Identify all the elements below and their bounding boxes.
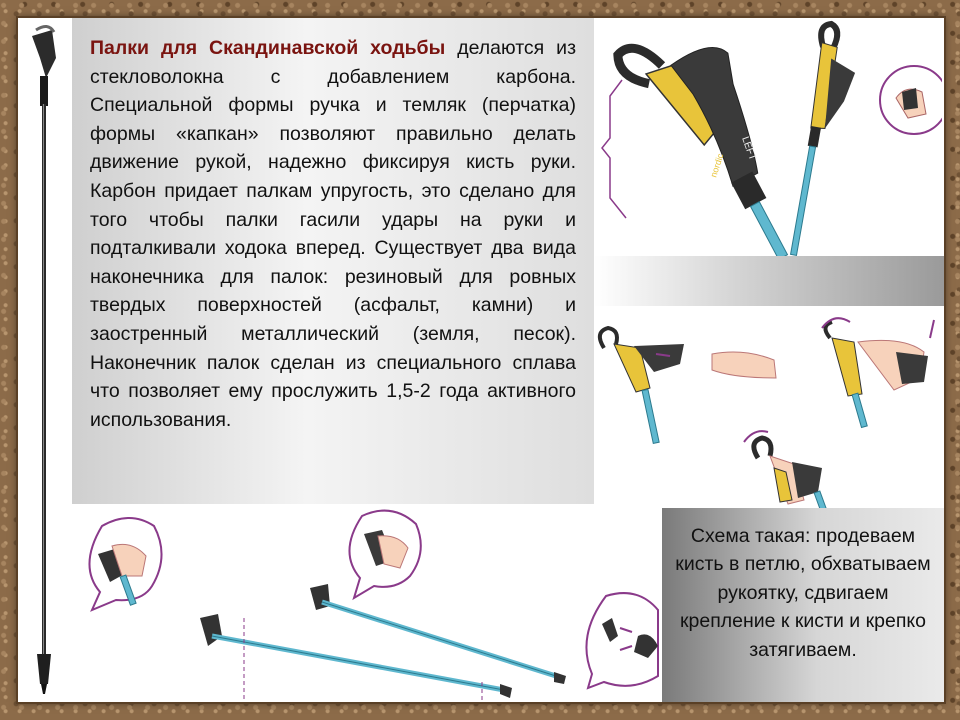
strap-label: LEFT <box>739 135 758 163</box>
content-panel <box>18 18 944 702</box>
gray-separator-bar <box>594 256 944 306</box>
full-pole-illustration <box>18 18 70 702</box>
description-paragraph <box>90 34 576 434</box>
instruction-caption: Схема такая: продеваем кисть в петлю, обхватываем рукоятку, сдвигаем крепление к кисти и крепко затягиваем. <box>675 525 931 661</box>
brand-label: nordic <box>708 152 726 179</box>
instruction-caption-box <box>662 508 944 702</box>
description-text-box <box>72 18 594 504</box>
description-lead: Палки для Скандинавской ходьбы <box>90 37 446 59</box>
description-body: делаются из стекловолокна с добавлением карбона. Специальной формы ручка и темляк (перчатка) формы «капкан» позволяют правильно делать движение рукой, надежно фиксируя кисть руки. Карбон придает палкам упругость, это сделано для того чтобы палки гасили удары на руки и подталкивали ходока вперед. Существует два вида наконечника для палок: резиновый для ровных твердых поверхностей (асфальт, камни) и заостренный металлический (земля, песок). Наконечник палок сделан из специального сплава что позволяет ему прослужить 1,5-2 года активного использования. <box>90 37 577 431</box>
hand-sequence-illustration <box>594 308 944 508</box>
pole-strip <box>18 18 70 702</box>
grip-detail-illustration <box>596 18 942 256</box>
poles-tips-illustration <box>72 506 662 702</box>
